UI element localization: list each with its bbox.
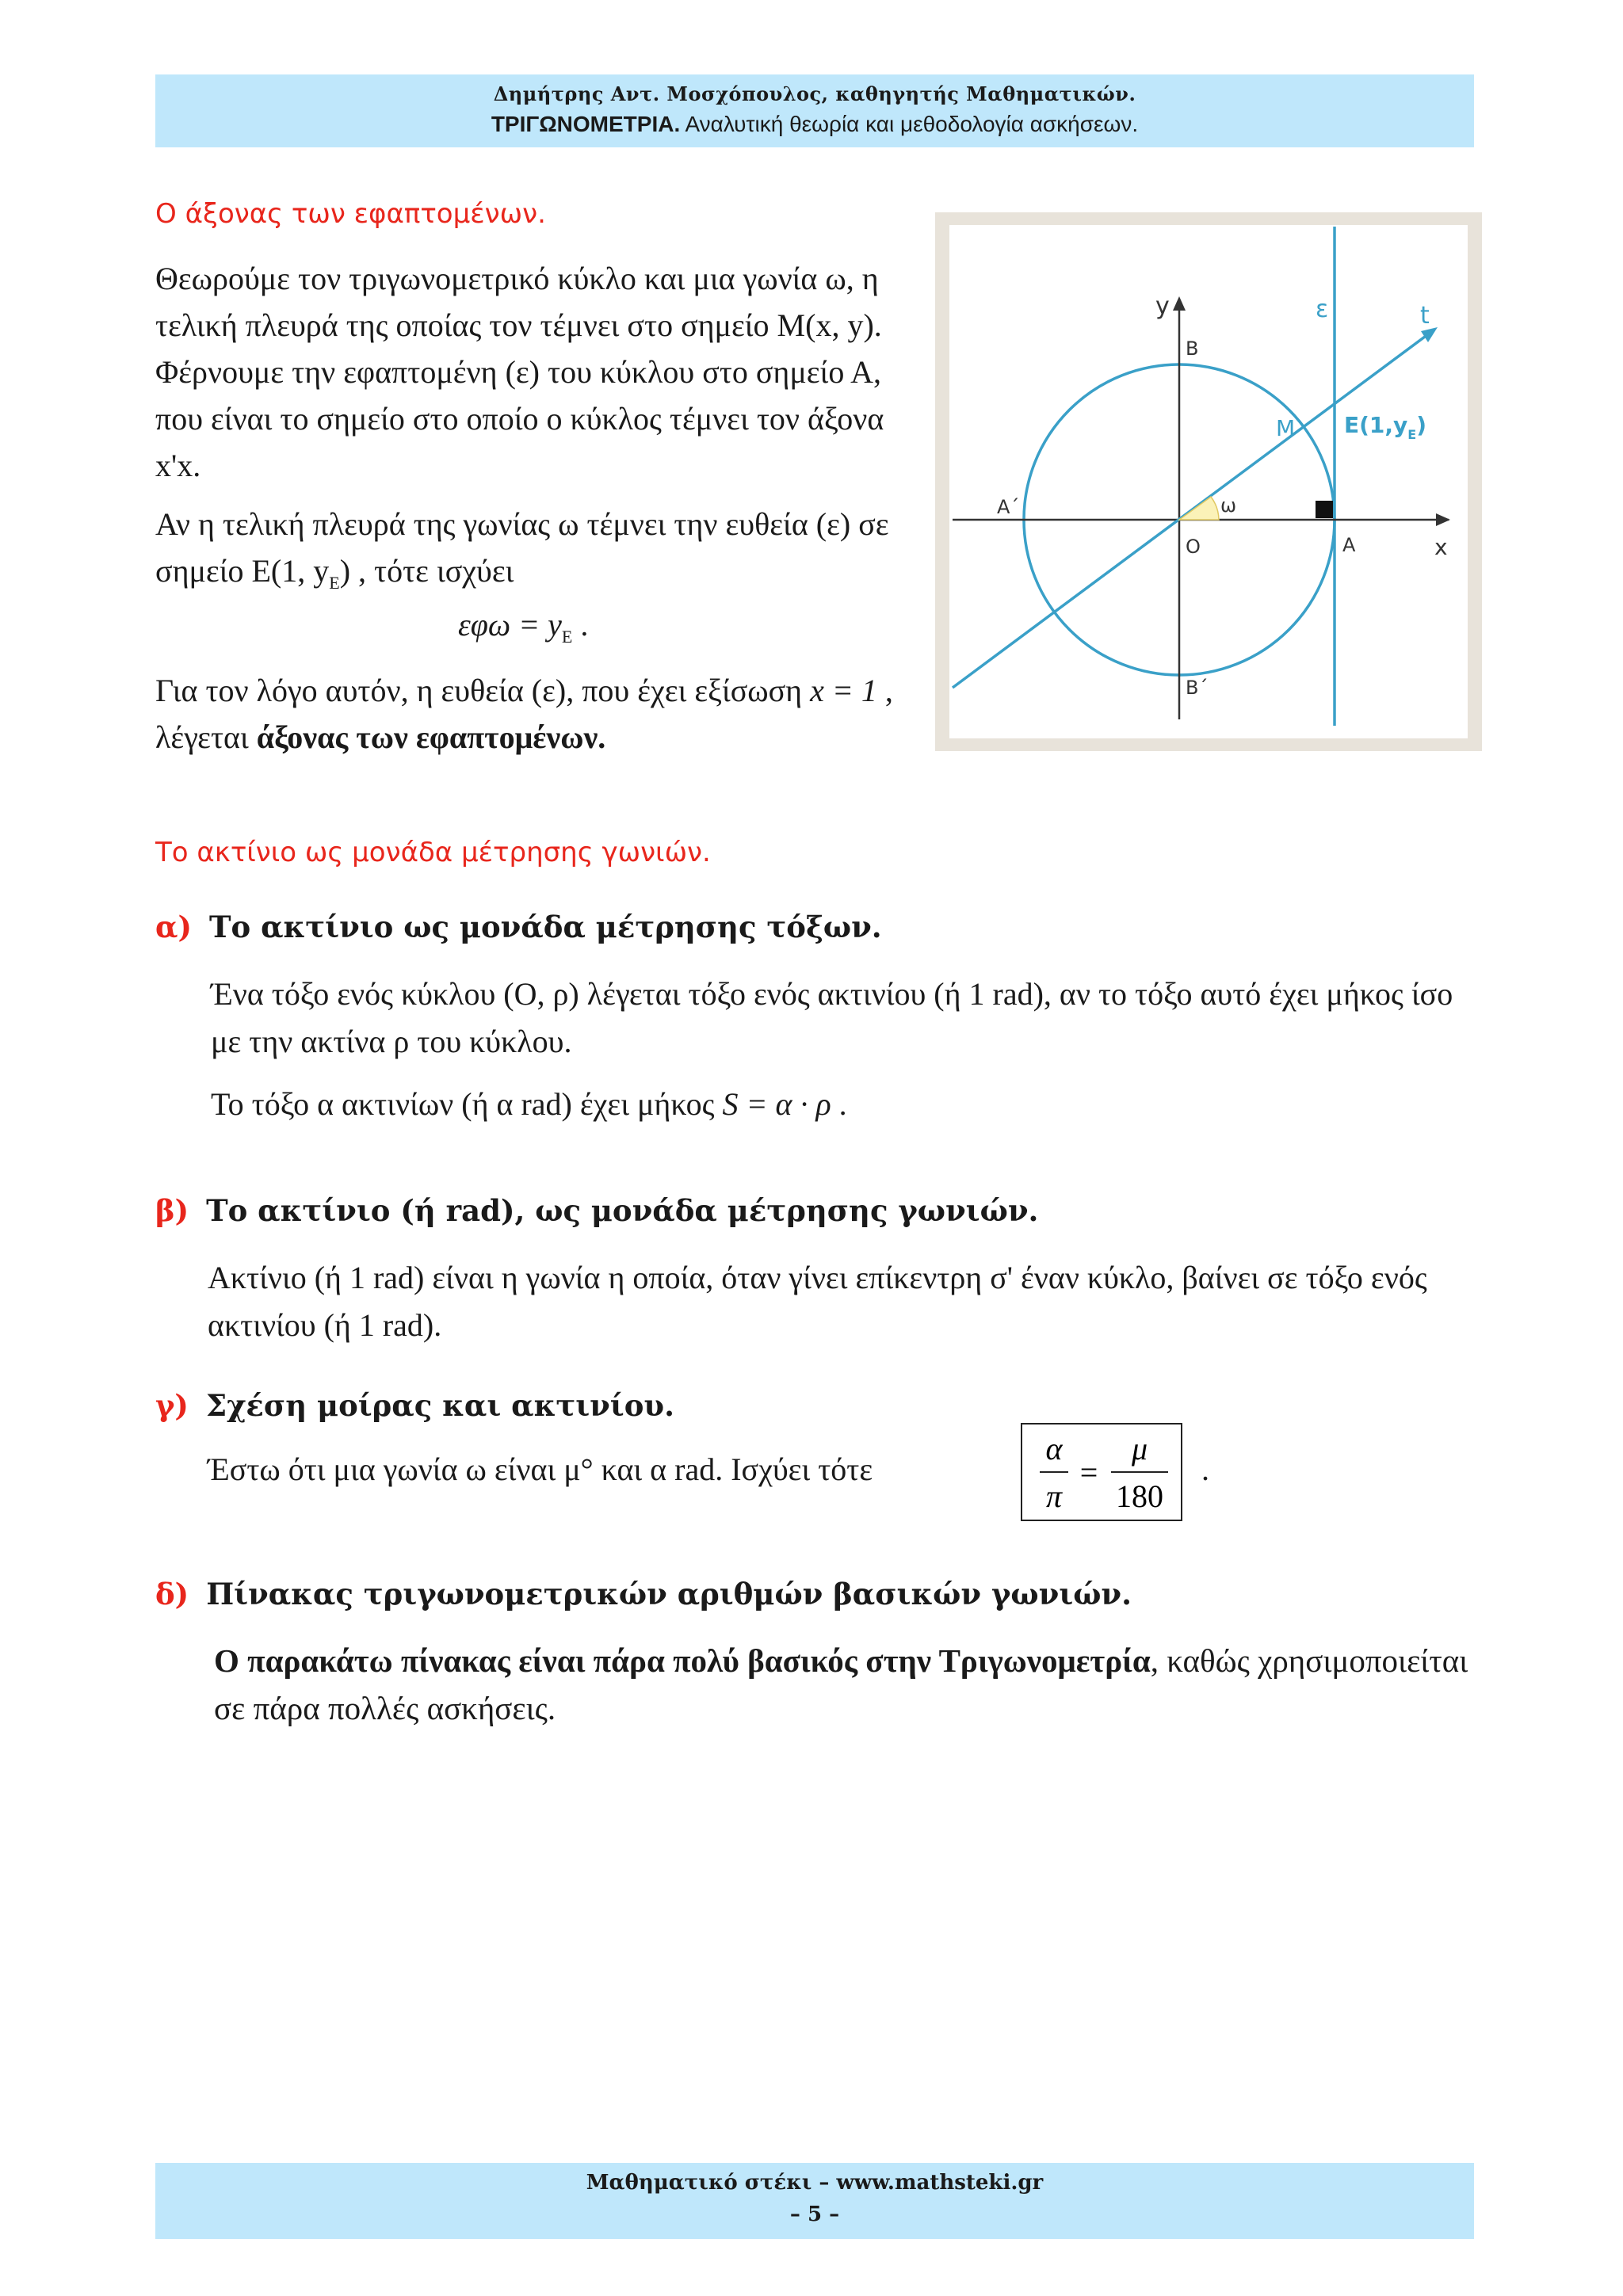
header-author: Δημήτρης Αντ. Μοσχόπουλος, καθηγητής Μαθηματικών. [493,82,1136,105]
item-a-heading [155,910,882,944]
p3-bold-term: άξονας των εφαπτομένων. [256,719,606,755]
right-angle-marker [1316,501,1333,518]
figure-paper [949,225,1468,738]
paragraph-tangent-axis [155,667,916,761]
frac-equals: = [1079,1455,1098,1490]
item-a-paragraph2 [211,1081,1479,1128]
frac2-numerator: μ [1131,1431,1148,1466]
item-a-label: α) [155,910,192,944]
label-A-prime: A΄ [997,496,1020,518]
item-c-heading [155,1388,674,1423]
label-omega: ω [1220,494,1237,517]
section-heading-radian: Το ακτίνιο ως μονάδα μέτρησης γωνιών. [155,837,711,868]
item-c-title: Σχέση μοίρας και ακτινίου. [205,1388,674,1423]
item-c-paragraph: Έστω ότι μια γωνία ω είναι μ° και α rad. Ισχύει τότε [208,1451,873,1487]
header-subtitle [155,112,1474,137]
label-t: t [1420,302,1430,330]
a-p2-text: Το τόξο α ακτινίων (ή α rad) έχει μήκος [211,1086,723,1122]
frac1-numerator: α [1045,1431,1063,1466]
label-epsilon: ε [1316,296,1329,323]
label-y: y [1155,292,1170,320]
label-A: A [1342,534,1356,556]
eq-main: εφω = y [458,607,562,643]
p2-text: Αν η τελική πλευρά της γωνίας ω τέμνει την ευθεία (ε) σε σημείο [155,506,889,589]
equation-tangent [458,606,588,647]
a-p2-end: . [831,1086,847,1122]
header-description: Αναλυτική θεωρία και μεθοδολογία ασκήσεων. [680,112,1139,136]
label-M: M [1276,415,1296,441]
item-c-label: γ) [155,1388,189,1423]
label-B: B [1186,338,1199,360]
item-b-heading [155,1193,1038,1228]
item-b-label: β) [155,1193,189,1228]
p2-point: Ε(1, y [251,553,330,589]
label-x: x [1434,534,1448,560]
p2-text-end: ) , τότε ισχύει [339,553,514,589]
item-b-paragraph: Ακτίνιο (ή 1 rad) είναι η γωνία η οποία, όταν γίνει επίκεντρη σ' έναν κύκλο, βαίνει σε τόξο ενός ακτινίου (ή 1 rad). [208,1260,1427,1343]
header-subject: ΤΡΙΓΩΝΟΜΕΤΡΙΑ. [491,112,681,136]
degree-radian-formula-box [1021,1423,1182,1521]
p3-text: Για τον λόγο αυτόν, η ευθεία (ε), που έχει εξίσωση [155,673,811,708]
item-a-title: Το ακτίνιο ως μονάδα μέτρησης τόξων. [208,910,882,944]
a-p2-equation: S = α · ρ [722,1086,831,1122]
trig-circle-diagram [935,212,1482,751]
p2-sub: Ε [329,573,340,593]
item-b-title: Το ακτίνιο (ή rad), ως μονάδα μέτρησης γωνιών. [206,1193,1039,1228]
label-E-text: E(1,y [1344,412,1408,438]
footer-site: Μαθηματικό στέκι – www.mathsteki.gr [586,2171,1044,2195]
eq-end: . [572,607,589,643]
item-d-label: δ) [155,1577,189,1611]
page-header [155,74,1474,147]
label-O: O [1186,536,1201,558]
d-bold-text: Ο παρακάτω πίνακας είναι πάρα πολύ βασικός στην Τριγωνομετρία [214,1642,1151,1679]
label-E-end: ) [1416,412,1427,438]
p3-equation: x = 1 [810,673,877,708]
label-B-prime: B΄ [1186,677,1209,699]
page-number: – 5 – [789,2203,840,2226]
d-rest-text: , καθώς χρησιμοποιείται σε πάρα πολλές ασκήσεις. [214,1642,1468,1726]
item-d-heading [155,1577,1132,1611]
page-footer [155,2163,1474,2239]
paragraph-intersection [155,501,916,606]
item-c-end-dot: . [1201,1451,1209,1487]
label-E-sub: E [1407,427,1417,442]
item-a-paragraph1: Ένα τόξο ενός κύκλου (Ο, ρ) λέγεται τόξο ενός ακτινίου (ή 1 rad), αν το τόξο αυτό έχει μήκος ίσο με την ακτίνα ρ του κύκλου. [211,976,1453,1059]
eq-sub: Ε [561,627,573,646]
degree-radian-formula [1022,1425,1181,1520]
item-d-paragraph [214,1637,1482,1732]
paragraph-intro: Θεωρούμε τον τριγωνομετρικό κύκλο και μια γωνία ω, η τελική πλευρά της οποίας τον τέμνει στο σημείο Μ(x, y). Φέρνουμε την εφαπτομένη (ε) του κύκλου στο σημείο Α, που είναι το σημείο στο οποίο ο κύκλος τέμνει τον άξονα x'x. [155,261,884,483]
section-heading-tangent-axis: Ο άξονας των εφαπτομένων. [155,198,546,230]
frac1-denominator: π [1045,1478,1063,1514]
p3-text-mid: , λέγεται [155,673,893,755]
frac2-denominator: 180 [1116,1478,1163,1514]
trig-circle-figure [935,212,1482,751]
item-d-title: Πίνακας τριγωνομετρικών αριθμών βασικών γωνιών. [206,1577,1132,1611]
